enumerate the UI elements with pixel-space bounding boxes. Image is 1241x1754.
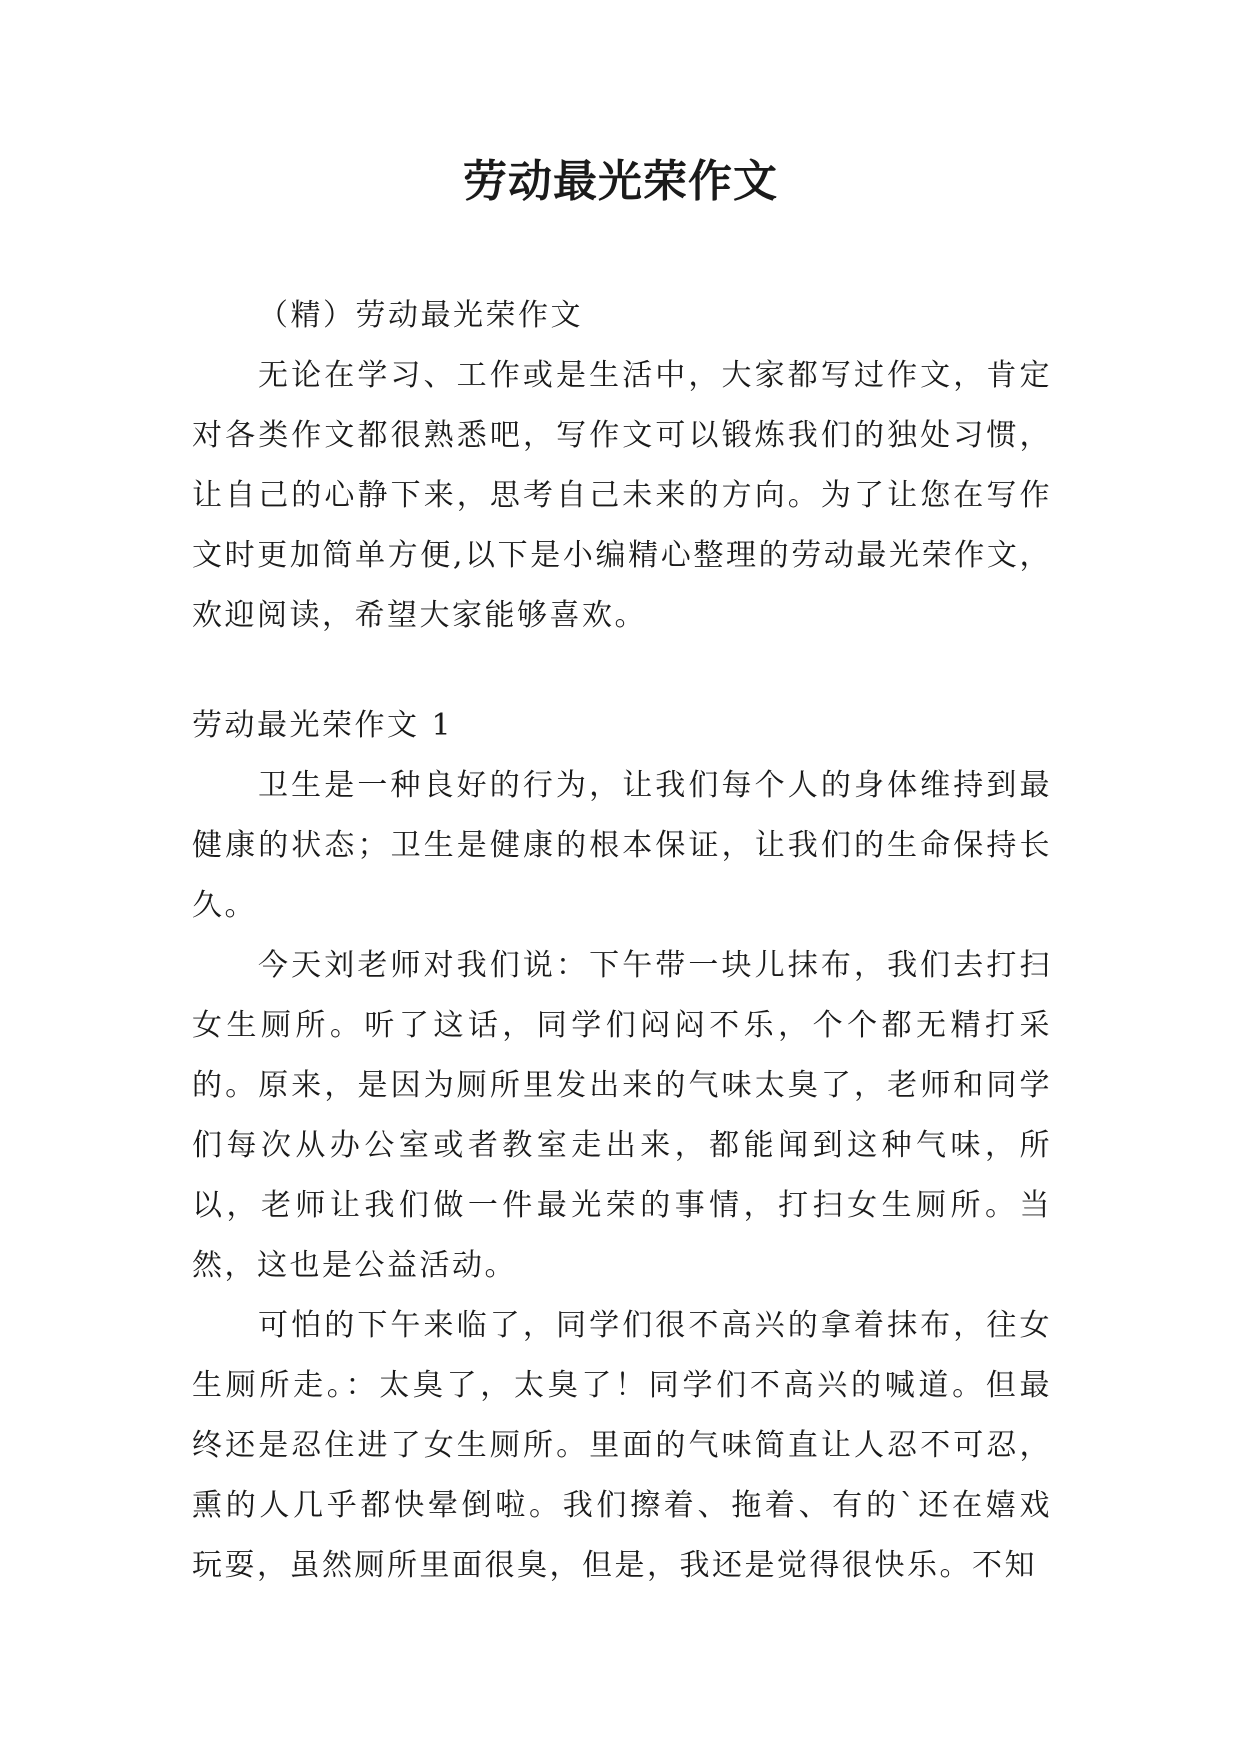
document-title: 劳动最光荣作文 — [463, 156, 778, 207]
section-heading: 劳动最光荣作文 1 — [192, 708, 454, 743]
document-subtitle: （精）劳动最光荣作文 — [258, 298, 583, 333]
intro-paragraph: 无论在学习、工作或是生活中，大家都写过作文，肯定对各类作文都很熟悉吧，写作文可以锻炼我们的独处习惯，让自己的心静下来，思考自己未来的方向。为了让您在写作文时更加简单方便,以下是小编精心整理的劳动最光荣作文，欢迎阅读，希望大家能够喜欢。 — [192, 358, 1052, 633]
body-paragraph: 可怕的下午来临了，同学们很不高兴的拿着抹布，往女生厕所走。：太臭了，太臭了！同学们不高兴的喊道。但最终还是忍住进了女生厕所。里面的气味简直让人忍不可忍，熏的人几乎都快晕倒啦。我们擦着、拖着、有的`还在嬉戏玩耍，虽然厕所里面很臭，但是，我还是觉得很快乐。不知 — [192, 1308, 1052, 1583]
body-paragraph: 今天刘老师对我们说：下午带一块儿抹布，我们去打扫女生厕所。听了这话，同学们闷闷不乐，个个都无精打采的。原来，是因为厕所里发出来的气味太臭了，老师和同学们每次从办公室或者教室走出来，都能闻到这种气味，所以，老师让我们做一件最光荣的事情，打扫女生厕所。当然，这也是公益活动。 — [192, 948, 1052, 1283]
document-body — [192, 286, 1052, 1596]
body-paragraph: 卫生是一种良好的行为，让我们每个人的身体维持到最健康的状态；卫生是健康的根本保证，让我们的生命保持长久。 — [192, 768, 1052, 923]
